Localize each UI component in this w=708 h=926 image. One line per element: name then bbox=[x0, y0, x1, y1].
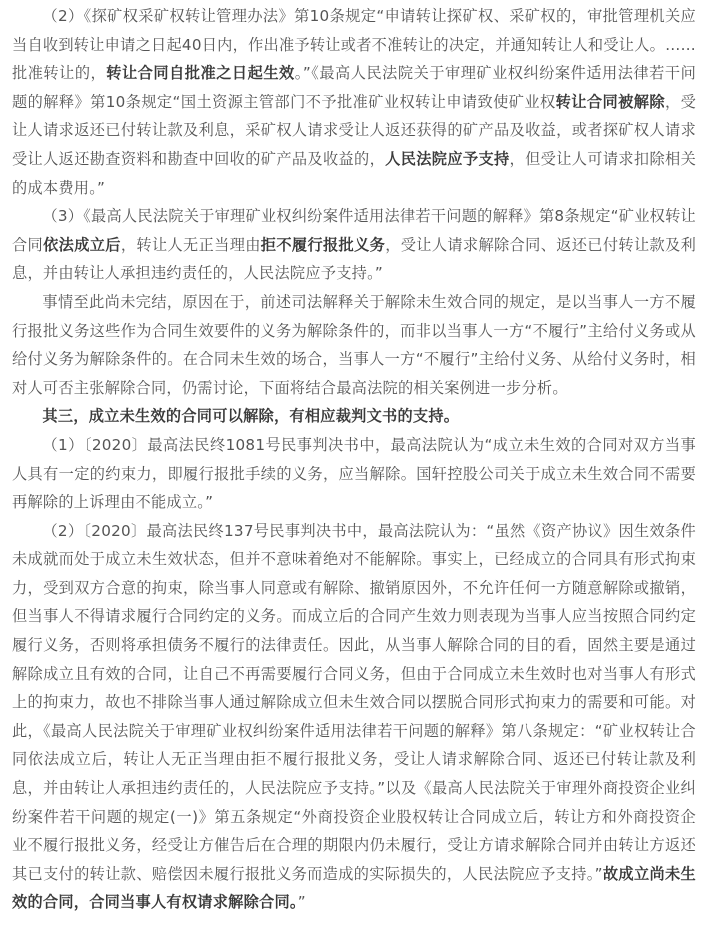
section-heading: 其三，成立未生效的合同可以解除，有相应裁判文书的支持。 bbox=[42, 407, 460, 426]
bold-text-run: 人民法院应予支持 bbox=[385, 149, 510, 168]
text-run: （3）《最高人民法院关于审理矿业权纠纷案件适用法律若干问题的解释》第8条规定“矿业权转让合同 bbox=[12, 207, 696, 254]
bold-text-run: 依法成立后 bbox=[43, 235, 121, 254]
paragraph-case-137 bbox=[12, 517, 696, 917]
paragraph-analysis bbox=[12, 288, 696, 402]
text-run: 事情至此尚未完结，原因在于，前述司法解释关于解除未生效合同的规定，是以当事人一方不履行报批义务这些作为合同生效要件的义务为解除条件的，而非以当事人一方“不履行”主给付义务或从给付义务为解除条件的。在合同未生效的场合，当事人一方“不履行”主给付义务、从给付义务时，相对人可否主张解除合同，仍需讨论，下面将结合最高法院的相关案例进一步分析。 bbox=[12, 292, 696, 397]
text-run: 。”《最高人民法院关于审理矿业权纠纷案件适用法律若干问题的解释》第10条规定“国土资源主管部门不予批准矿业权转让申请致使矿业权 bbox=[12, 64, 697, 111]
text-run: ，转让人无正当理由 bbox=[120, 235, 261, 254]
bold-text-run: 转让合同被解除 bbox=[555, 92, 665, 111]
paragraph-transfer-regulation bbox=[12, 2, 696, 202]
text-run: ，但受让人可请求扣除相关的成本费用。” bbox=[12, 149, 697, 197]
text-run: ，受让人请求解除合同、返还已付转让款及利息，并由转让人承担违约责任的，人民法院应予支持。” bbox=[12, 235, 697, 283]
text-run: （1）〔2020〕最高法民终1081号民事判决书中，最高法院认为“成立未生效的合同对双方当事人具有一定的约束力，即履行报批手续的义务，应当解除。国轩控股公司关于成立未生效合同不需要再解除的上诉理由不能成立。” bbox=[12, 435, 696, 512]
paragraph-section-heading bbox=[12, 402, 696, 431]
paragraph-case-1081 bbox=[12, 431, 696, 517]
text-run: （2）〔2020〕最高法民终137号民事判决书中，最高法院认为：“虽然《资产协议》因生效条件未成就而处于成立未生效状态，但并不意味着绝对不能解除。事实上，已经成立的合同具有形式拘束力，受到双方合意的拘束，除当事人同意或有解除、撤销原因外，不允许任何一方随意解除或撤销，但当事人不得请求履行合同约定的义务。而成立后的合同产生效力则表现为当事人应当按照合同约定履行义务，否则将承担债务不履行的法律责任。因此，从当事人解除合同的目的看，固然主要是通过解除成立且有效的合同，让自己不再需要履行合同义务，但由于合同成立未生效时也对当事人有形式上的拘束力，故也不排除当事人通过解除成立但未生效合同以摆脱合同形式拘束力的需要和可能。对此，《最高人民法院关于审理矿业权纠纷案件适用法律若干问题的解释》第八条规定：“矿业权转让合同依法成立后，转让人无正当理由拒不履行报批义务，受让人请求解除合同、返还已付转让款及利息，并由转让人承担违约责任的，人民法院应予支持。”以及《最高人民法院关于审理外商投资企业纠纷案件若干问题的规定(一)》第五条规定“外商投资企业股权转让合同成立后，转让方和外商投资企业不履行报批义务，经受让方催告后在合理的期限内仍未履行，受让方请求解除合同并由转让方返还其已支付的转让款、赔偿因未履行报批义务而造成的实际损失的，人民法院应予支持。” bbox=[12, 521, 696, 883]
bold-text-run: 转让合同自批准之日起生效 bbox=[106, 64, 295, 83]
paragraph-judicial-interpretation bbox=[12, 202, 696, 288]
text-run: ” bbox=[297, 893, 306, 912]
text-run: ，受让人请求返还已付转让款及利息，采矿权人请求受让人返还获得的矿产品及收益，或者探矿权人请求受让人返还勘查资料和勘查中回收的矿产品及收益的， bbox=[12, 92, 697, 168]
text-run: （2）《探矿权采矿权转让管理办法》第10条规定“申请转让探矿权、采矿权的，审批管理机关应当自收到转让申请之日起40日内，作出准予转让或者不准转让的决定，并通知转让人和受让人。……批准转让的， bbox=[12, 7, 696, 83]
bold-text-run: 故成立尚未生效的合同，合同当事人有权请求解除合同。 bbox=[12, 864, 696, 912]
bold-text-run: 拒不履行报批义务 bbox=[260, 235, 386, 254]
